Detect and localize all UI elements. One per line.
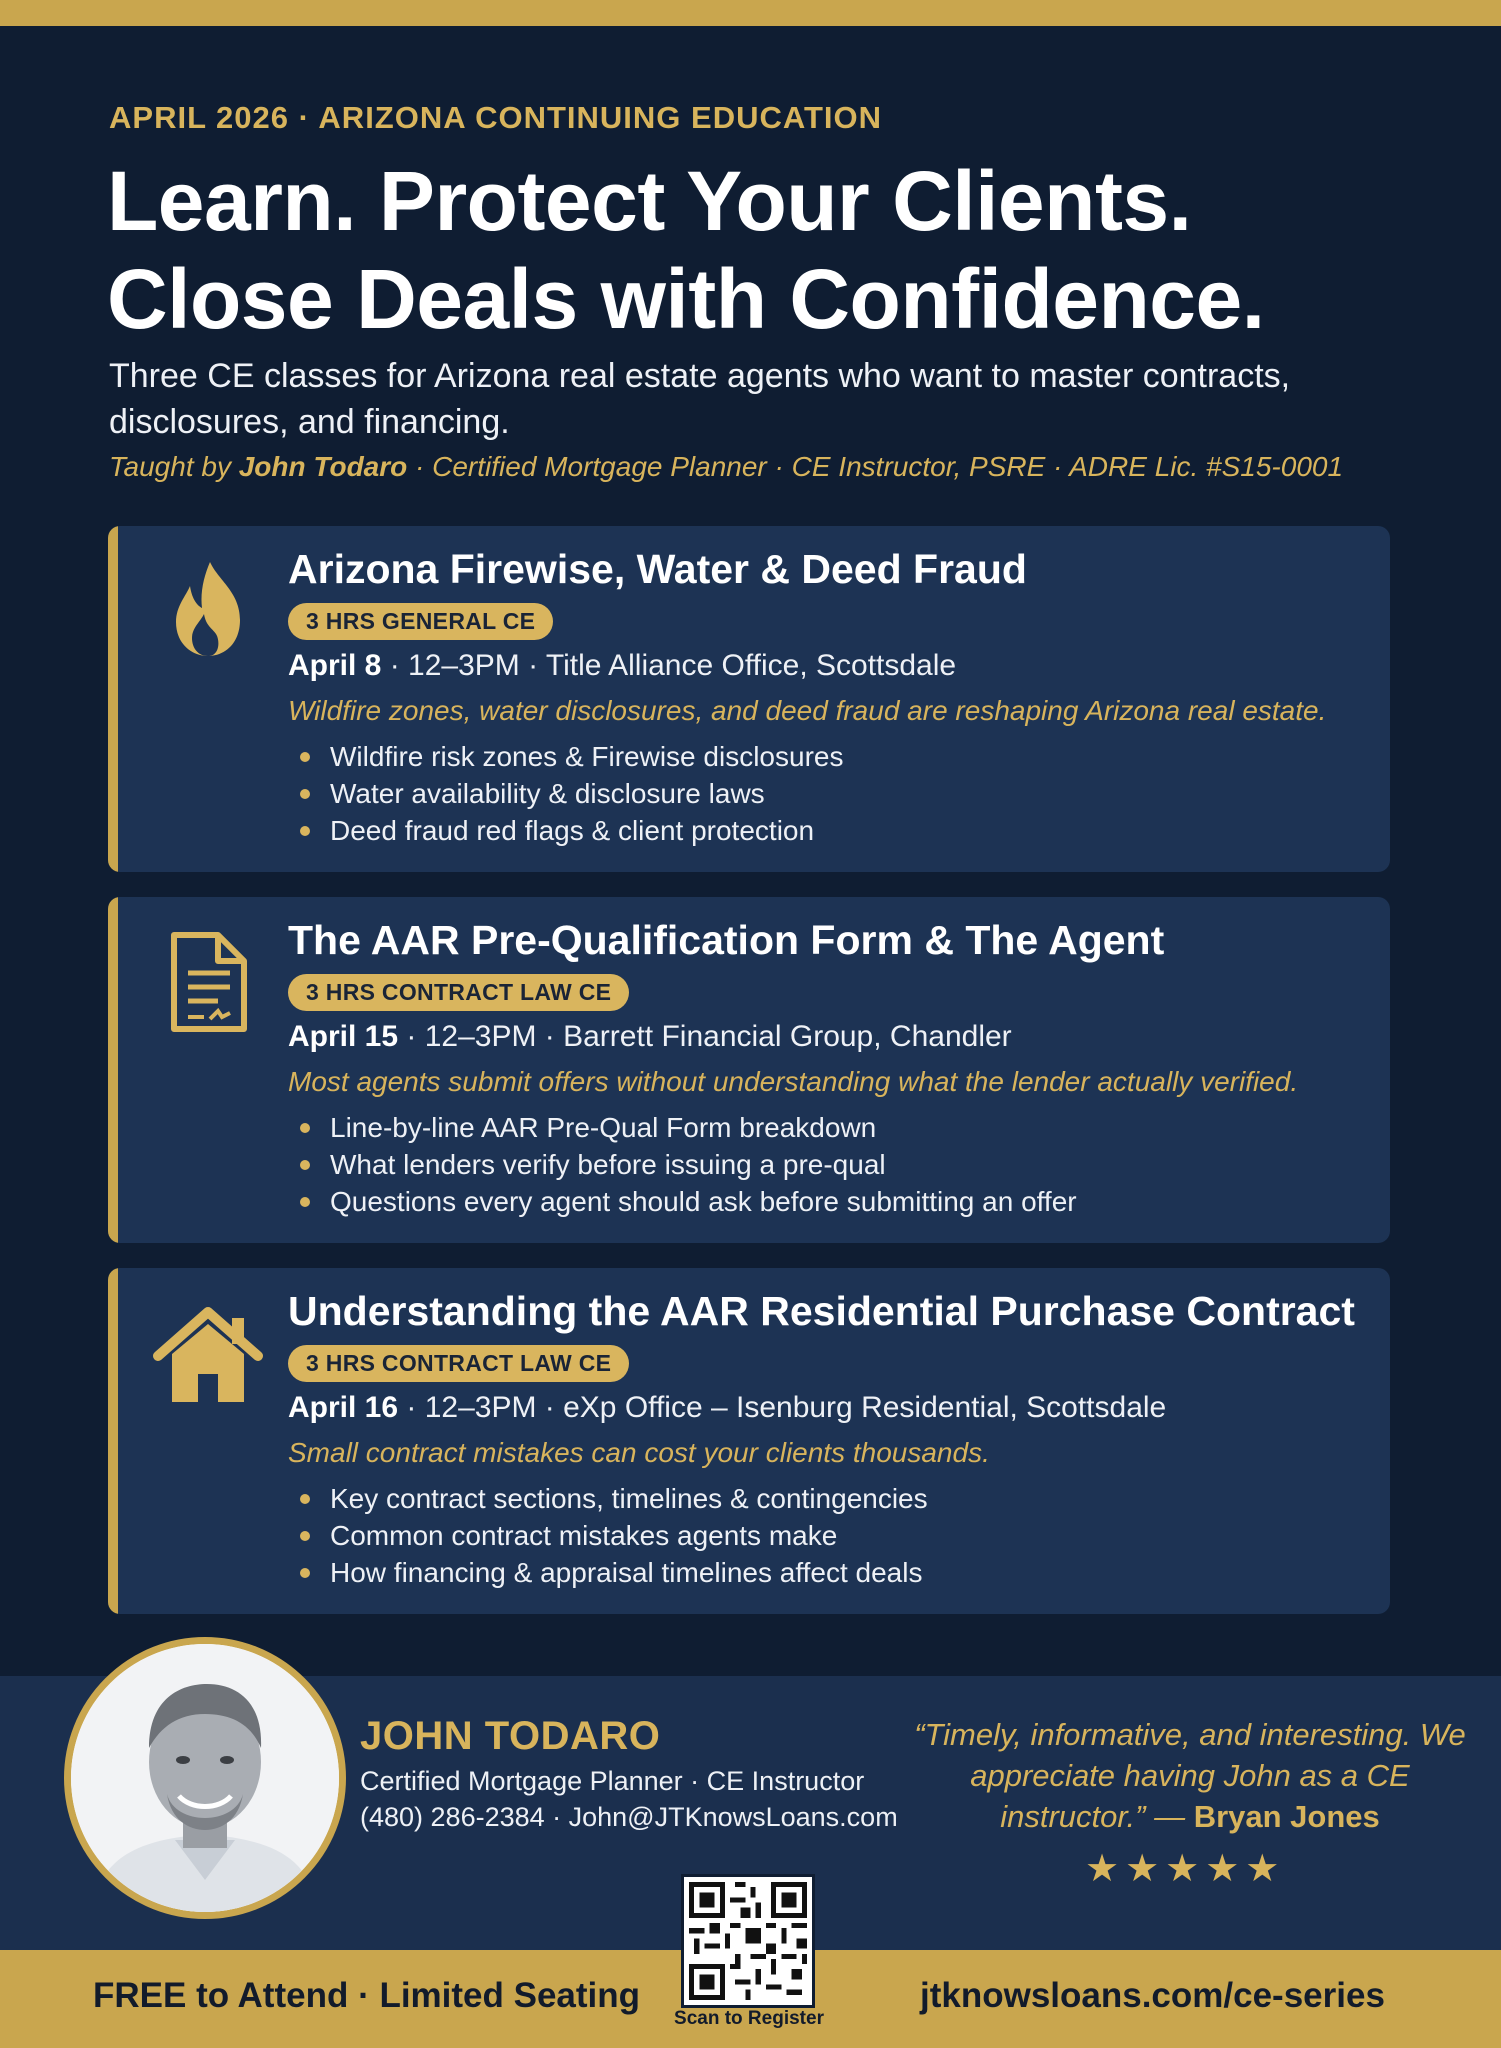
qr-code-icon[interactable] — [681, 1874, 815, 2008]
ce-hours-badge: 3 HRS CONTRACT LAW CE — [288, 974, 629, 1011]
ce-hours-badge: 3 HRS GENERAL CE — [288, 603, 553, 640]
top-accent-band — [0, 0, 1501, 26]
course-schedule — [288, 1020, 1012, 1054]
instructor-credit — [109, 451, 1449, 483]
document-icon — [148, 927, 268, 1037]
list-item: Common contract mistakes agents make — [288, 1517, 928, 1554]
course-title: Arizona Firewise, Water & Deed Fraud — [288, 546, 1027, 592]
headline-line-2: Close Deals with Confidence. — [107, 252, 1265, 346]
course-title: The AAR Pre-Qualification Form & The Agent — [288, 917, 1165, 963]
course-topics — [288, 1480, 928, 1591]
course-date: April 8 — [288, 649, 382, 682]
course-date: April 15 — [288, 1020, 399, 1053]
ce-hours-badge: 3 HRS CONTRACT LAW CE — [288, 1345, 629, 1382]
course-topics — [288, 738, 843, 849]
course-time-location: · 12–3PM · eXp Office – Isenburg Residential, Scottsdale — [398, 1391, 1167, 1424]
list-item: What lenders verify before issuing a pre-qual — [288, 1146, 1077, 1183]
registration-url-link[interactable]: jtknowsloans.com/ce-series — [920, 1976, 1385, 2015]
course-hook: Wildfire zones, water disclosures, and deed fraud are reshaping Arizona real estate. — [288, 695, 1327, 726]
free-attendance-note: FREE to Attend · Limited Seating — [93, 1976, 641, 2015]
instructor-contact[interactable]: (480) 286-2384 · John@JTKnowsLoans.com — [360, 1802, 898, 1832]
course-schedule — [288, 649, 956, 683]
course-card-purchase-contract — [108, 1268, 1390, 1614]
course-topics — [288, 1109, 1077, 1220]
list-item: Line-by-line AAR Pre-Qual Form breakdown — [288, 1109, 1077, 1146]
list-item: Deed fraud red flags & client protection — [288, 812, 843, 849]
course-date: April 16 — [288, 1391, 399, 1424]
list-item: Questions every agent should ask before submitting an offer — [288, 1183, 1077, 1220]
credit-prefix: Taught by — [109, 451, 239, 482]
course-card-prequal — [108, 897, 1390, 1243]
course-title: Understanding the AAR Residential Purchase Contract — [288, 1288, 1355, 1334]
course-time-location: · 12–3PM · Title Alliance Office, Scottsdale — [381, 649, 957, 682]
page-headline — [107, 152, 1447, 348]
list-item: Water availability & disclosure laws — [288, 775, 843, 812]
list-item: Wildfire risk zones & Firewise disclosures — [288, 738, 843, 775]
course-card-firewise — [108, 526, 1390, 872]
course-hook: Most agents submit offers without understanding what the lender actually verified. — [288, 1066, 1299, 1097]
portrait-image — [71, 1644, 339, 1912]
list-item: Key contract sections, timelines & contingencies — [288, 1480, 928, 1517]
instructor-role: Certified Mortgage Planner · CE Instructor — [360, 1766, 865, 1796]
event-eyebrow: APRIL 2026 · ARIZONA CONTINUING EDUCATION — [109, 100, 882, 135]
credit-name: John Todaro — [238, 451, 408, 482]
testimonial-quote — [900, 1714, 1480, 1837]
subheadline: Three CE classes for Arizona real estate agents who want to master contracts, disclosures, and financing. — [109, 357, 1291, 441]
instructor-photo — [64, 1637, 346, 1919]
qr-caption: Scan to Register — [674, 2008, 824, 2029]
quote-author: Bryan Jones — [1193, 1799, 1380, 1834]
house-icon — [148, 1298, 268, 1408]
course-hook: Small contract mistakes can cost your clients thousands. — [288, 1437, 990, 1468]
headline-line-1: Learn. Protect Your Clients. — [107, 154, 1192, 248]
flame-icon — [148, 556, 268, 666]
credit-suffix: · Certified Mortgage Planner · CE Instructor, PSRE · ADRE Lic. #S15-0001 — [407, 451, 1344, 482]
list-item: How financing & appraisal timelines affect deals — [288, 1554, 928, 1591]
course-time-location: · 12–3PM · Barrett Financial Group, Chandler — [398, 1020, 1012, 1053]
course-schedule — [288, 1391, 1166, 1425]
instructor-name: JOHN TODARO — [360, 1714, 661, 1758]
quote-text: “Timely, informative, and interesting. We appreciate having John as a CE instructor.” — — [914, 1717, 1466, 1834]
star-rating-icon: ★★★★★ — [1085, 1848, 1286, 1890]
